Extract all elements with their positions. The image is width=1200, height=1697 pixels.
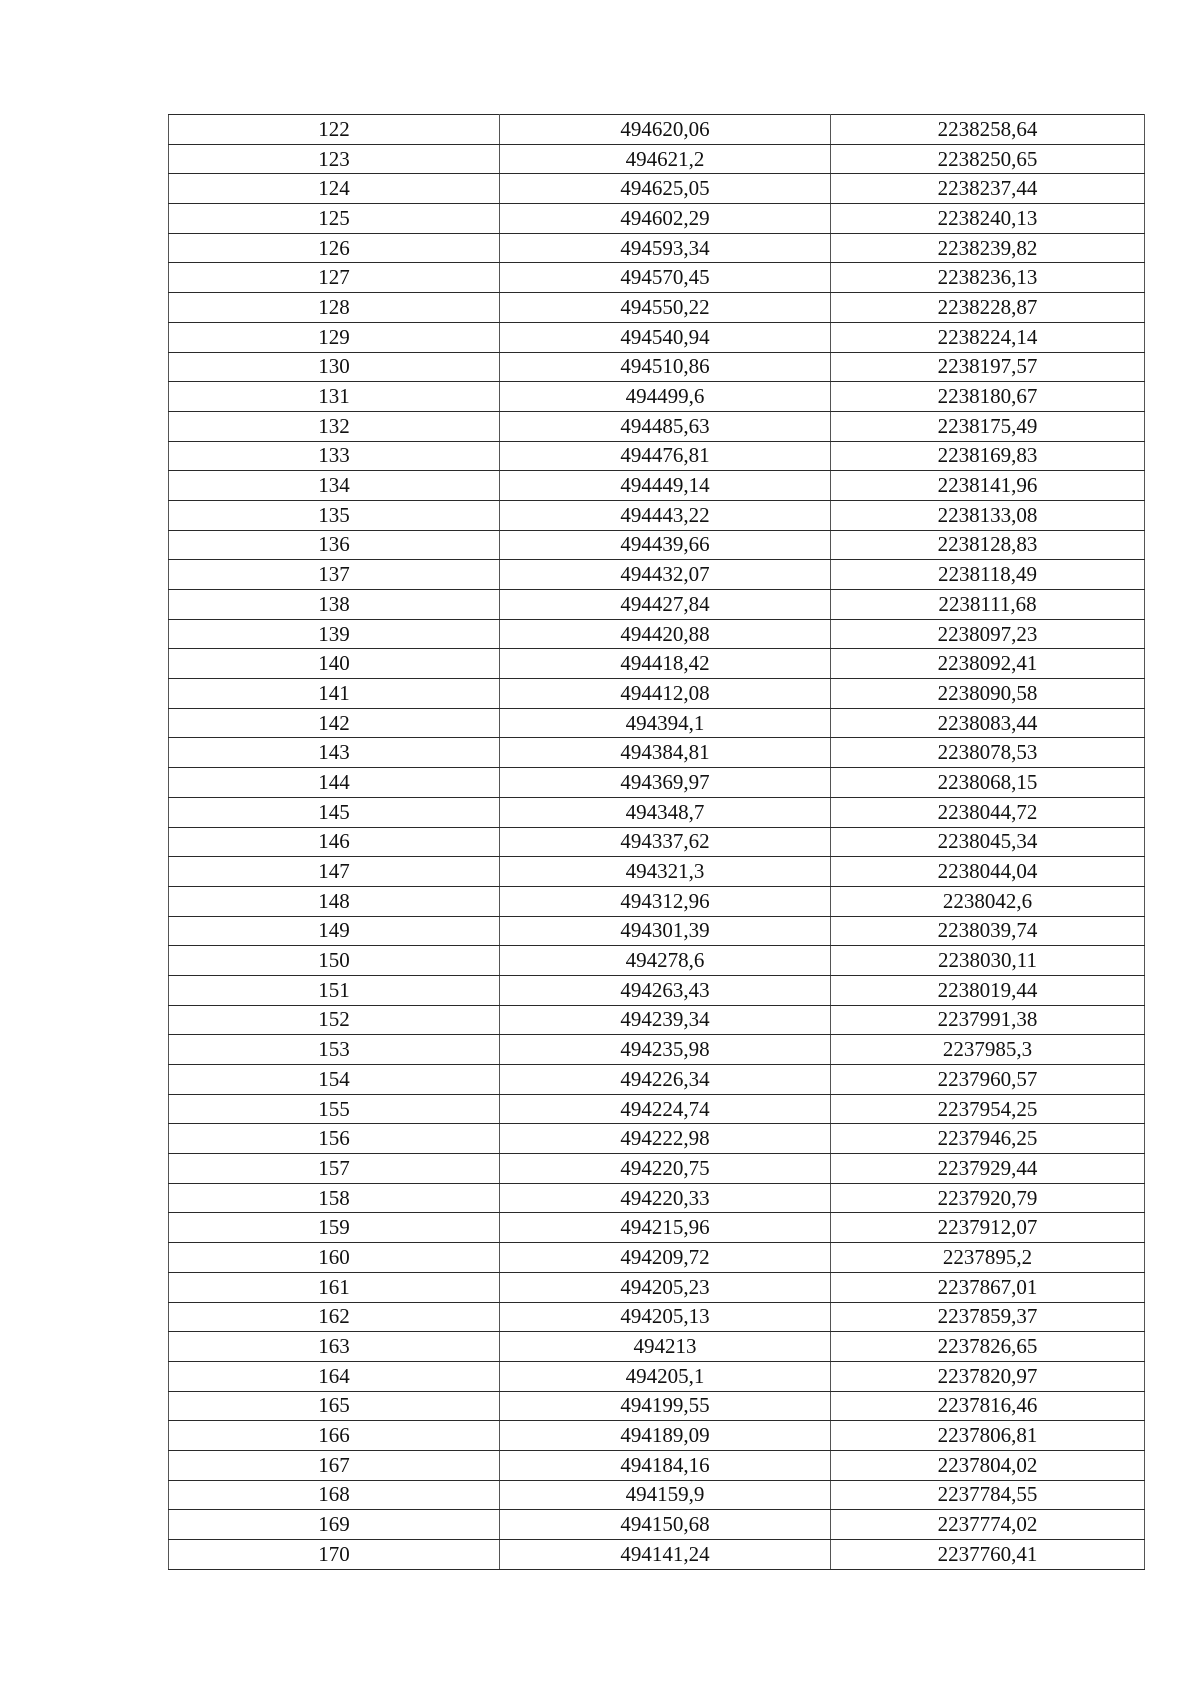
y-coordinate-cell: 2238128,83: [831, 530, 1145, 560]
table-row: [169, 708, 1145, 738]
table-row: [169, 471, 1145, 501]
y-coordinate-cell: 2238236,13: [831, 263, 1145, 293]
x-coordinate-cell: 494239,34: [500, 1005, 831, 1035]
y-coordinate-cell: 2237816,46: [831, 1391, 1145, 1421]
point-number-cell: 157: [169, 1154, 500, 1184]
table-row: [169, 1005, 1145, 1035]
point-number-cell: 161: [169, 1272, 500, 1302]
table-row: [169, 115, 1145, 145]
y-coordinate-cell: 2237826,65: [831, 1332, 1145, 1362]
point-number-cell: 138: [169, 590, 500, 620]
table-row: [169, 827, 1145, 857]
x-coordinate-cell: 494226,34: [500, 1065, 831, 1095]
x-coordinate-cell: 494602,29: [500, 204, 831, 234]
table-row: [169, 1540, 1145, 1570]
point-number-cell: 147: [169, 857, 500, 887]
y-coordinate-cell: 2238078,53: [831, 738, 1145, 768]
x-coordinate-cell: 494184,16: [500, 1450, 831, 1480]
x-coordinate-cell: 494213: [500, 1332, 831, 1362]
table-row: [169, 886, 1145, 916]
x-coordinate-cell: 494189,09: [500, 1421, 831, 1451]
y-coordinate-cell: 2238039,74: [831, 916, 1145, 946]
y-coordinate-cell: 2238240,13: [831, 204, 1145, 234]
point-number-cell: 149: [169, 916, 500, 946]
x-coordinate-cell: 494443,22: [500, 500, 831, 530]
point-number-cell: 152: [169, 1005, 500, 1035]
table-row: [169, 619, 1145, 649]
table-row: [169, 1094, 1145, 1124]
table-row: [169, 1510, 1145, 1540]
y-coordinate-cell: 2238169,83: [831, 441, 1145, 471]
x-coordinate-cell: 494321,3: [500, 857, 831, 887]
x-coordinate-cell: 494384,81: [500, 738, 831, 768]
y-coordinate-cell: 2238133,08: [831, 500, 1145, 530]
table-row: [169, 738, 1145, 768]
y-coordinate-cell: 2238042,6: [831, 886, 1145, 916]
y-coordinate-cell: 2238118,49: [831, 560, 1145, 590]
y-coordinate-cell: 2238224,14: [831, 322, 1145, 352]
x-coordinate-cell: 494485,63: [500, 411, 831, 441]
point-number-cell: 166: [169, 1421, 500, 1451]
point-number-cell: 136: [169, 530, 500, 560]
x-coordinate-cell: 494220,75: [500, 1154, 831, 1184]
y-coordinate-cell: 2238111,68: [831, 590, 1145, 620]
table-row: [169, 263, 1145, 293]
table-row: [169, 857, 1145, 887]
table-row: [169, 1302, 1145, 1332]
table-row: [169, 500, 1145, 530]
x-coordinate-cell: 494369,97: [500, 768, 831, 798]
point-number-cell: 126: [169, 233, 500, 263]
table-row: [169, 1213, 1145, 1243]
y-coordinate-cell: 2237985,3: [831, 1035, 1145, 1065]
point-number-cell: 140: [169, 649, 500, 679]
y-coordinate-cell: 2238239,82: [831, 233, 1145, 263]
table-row: [169, 1065, 1145, 1095]
table-row: [169, 322, 1145, 352]
point-number-cell: 142: [169, 708, 500, 738]
point-number-cell: 124: [169, 174, 500, 204]
y-coordinate-cell: 2237804,02: [831, 1450, 1145, 1480]
table-row: [169, 946, 1145, 976]
point-number-cell: 155: [169, 1094, 500, 1124]
table-row: [169, 1272, 1145, 1302]
table-row: [169, 530, 1145, 560]
point-number-cell: 151: [169, 975, 500, 1005]
x-coordinate-cell: 494141,24: [500, 1540, 831, 1570]
table-row: [169, 1332, 1145, 1362]
y-coordinate-cell: 2238141,96: [831, 471, 1145, 501]
x-coordinate-cell: 494312,96: [500, 886, 831, 916]
point-number-cell: 135: [169, 500, 500, 530]
point-number-cell: 134: [169, 471, 500, 501]
table-row: [169, 204, 1145, 234]
table-row: [169, 1183, 1145, 1213]
table-row: [169, 174, 1145, 204]
x-coordinate-cell: 494593,34: [500, 233, 831, 263]
table-row: [169, 975, 1145, 1005]
point-number-cell: 141: [169, 679, 500, 709]
point-number-cell: 125: [169, 204, 500, 234]
x-coordinate-cell: 494499,6: [500, 382, 831, 412]
x-coordinate-cell: 494235,98: [500, 1035, 831, 1065]
x-coordinate-cell: 494348,7: [500, 797, 831, 827]
y-coordinate-cell: 2238237,44: [831, 174, 1145, 204]
y-coordinate-cell: 2238197,57: [831, 352, 1145, 382]
x-coordinate-cell: 494625,05: [500, 174, 831, 204]
table-row: [169, 1480, 1145, 1510]
point-number-cell: 143: [169, 738, 500, 768]
x-coordinate-cell: 494199,55: [500, 1391, 831, 1421]
point-number-cell: 139: [169, 619, 500, 649]
x-coordinate-cell: 494394,1: [500, 708, 831, 738]
x-coordinate-cell: 494432,07: [500, 560, 831, 590]
y-coordinate-cell: 2237991,38: [831, 1005, 1145, 1035]
point-number-cell: 162: [169, 1302, 500, 1332]
point-number-cell: 165: [169, 1391, 500, 1421]
coordinates-table: [168, 114, 1145, 1570]
table-row: [169, 411, 1145, 441]
x-coordinate-cell: 494621,2: [500, 144, 831, 174]
y-coordinate-cell: 2237760,41: [831, 1540, 1145, 1570]
table-row: [169, 1391, 1145, 1421]
table-row: [169, 144, 1145, 174]
y-coordinate-cell: 2237774,02: [831, 1510, 1145, 1540]
y-coordinate-cell: 2237929,44: [831, 1154, 1145, 1184]
y-coordinate-cell: 2238250,65: [831, 144, 1145, 174]
point-number-cell: 160: [169, 1243, 500, 1273]
table-row: [169, 1361, 1145, 1391]
x-coordinate-cell: 494159,9: [500, 1480, 831, 1510]
point-number-cell: 128: [169, 293, 500, 323]
table-row: [169, 679, 1145, 709]
x-coordinate-cell: 494427,84: [500, 590, 831, 620]
y-coordinate-cell: 2238258,64: [831, 115, 1145, 145]
x-coordinate-cell: 494209,72: [500, 1243, 831, 1273]
x-coordinate-cell: 494263,43: [500, 975, 831, 1005]
point-number-cell: 148: [169, 886, 500, 916]
y-coordinate-cell: 2237895,2: [831, 1243, 1145, 1273]
point-number-cell: 150: [169, 946, 500, 976]
table-row: [169, 649, 1145, 679]
point-number-cell: 145: [169, 797, 500, 827]
y-coordinate-cell: 2238228,87: [831, 293, 1145, 323]
table-row: [169, 560, 1145, 590]
point-number-cell: 132: [169, 411, 500, 441]
table-row: [169, 352, 1145, 382]
table-row: [169, 293, 1145, 323]
y-coordinate-cell: 2238083,44: [831, 708, 1145, 738]
point-number-cell: 167: [169, 1450, 500, 1480]
coordinates-table-body: [169, 115, 1145, 1570]
y-coordinate-cell: 2237912,07: [831, 1213, 1145, 1243]
y-coordinate-cell: 2237867,01: [831, 1272, 1145, 1302]
point-number-cell: 122: [169, 115, 500, 145]
table-row: [169, 1154, 1145, 1184]
x-coordinate-cell: 494412,08: [500, 679, 831, 709]
point-number-cell: 133: [169, 441, 500, 471]
y-coordinate-cell: 2237946,25: [831, 1124, 1145, 1154]
point-number-cell: 168: [169, 1480, 500, 1510]
x-coordinate-cell: 494449,14: [500, 471, 831, 501]
y-coordinate-cell: 2238175,49: [831, 411, 1145, 441]
y-coordinate-cell: 2238019,44: [831, 975, 1145, 1005]
y-coordinate-cell: 2238092,41: [831, 649, 1145, 679]
point-number-cell: 127: [169, 263, 500, 293]
table-row: [169, 233, 1145, 263]
y-coordinate-cell: 2237960,57: [831, 1065, 1145, 1095]
table-row: [169, 768, 1145, 798]
y-coordinate-cell: 2237920,79: [831, 1183, 1145, 1213]
y-coordinate-cell: 2237784,55: [831, 1480, 1145, 1510]
x-coordinate-cell: 494215,96: [500, 1213, 831, 1243]
table-row: [169, 441, 1145, 471]
x-coordinate-cell: 494420,88: [500, 619, 831, 649]
point-number-cell: 137: [169, 560, 500, 590]
x-coordinate-cell: 494550,22: [500, 293, 831, 323]
y-coordinate-cell: 2237820,97: [831, 1361, 1145, 1391]
x-coordinate-cell: 494224,74: [500, 1094, 831, 1124]
x-coordinate-cell: 494540,94: [500, 322, 831, 352]
x-coordinate-cell: 494205,23: [500, 1272, 831, 1302]
table-row: [169, 916, 1145, 946]
table-row: [169, 1035, 1145, 1065]
y-coordinate-cell: 2237954,25: [831, 1094, 1145, 1124]
x-coordinate-cell: 494337,62: [500, 827, 831, 857]
y-coordinate-cell: 2237859,37: [831, 1302, 1145, 1332]
point-number-cell: 169: [169, 1510, 500, 1540]
x-coordinate-cell: 494476,81: [500, 441, 831, 471]
point-number-cell: 170: [169, 1540, 500, 1570]
point-number-cell: 164: [169, 1361, 500, 1391]
point-number-cell: 159: [169, 1213, 500, 1243]
y-coordinate-cell: 2238044,72: [831, 797, 1145, 827]
point-number-cell: 154: [169, 1065, 500, 1095]
y-coordinate-cell: 2237806,81: [831, 1421, 1145, 1451]
table-row: [169, 1124, 1145, 1154]
point-number-cell: 156: [169, 1124, 500, 1154]
x-coordinate-cell: 494220,33: [500, 1183, 831, 1213]
x-coordinate-cell: 494150,68: [500, 1510, 831, 1540]
point-number-cell: 163: [169, 1332, 500, 1362]
x-coordinate-cell: 494620,06: [500, 115, 831, 145]
y-coordinate-cell: 2238030,11: [831, 946, 1145, 976]
point-number-cell: 123: [169, 144, 500, 174]
y-coordinate-cell: 2238045,34: [831, 827, 1145, 857]
x-coordinate-cell: 494205,1: [500, 1361, 831, 1391]
point-number-cell: 144: [169, 768, 500, 798]
y-coordinate-cell: 2238097,23: [831, 619, 1145, 649]
table-row: [169, 382, 1145, 412]
y-coordinate-cell: 2238180,67: [831, 382, 1145, 412]
table-row: [169, 1421, 1145, 1451]
x-coordinate-cell: 494510,86: [500, 352, 831, 382]
point-number-cell: 131: [169, 382, 500, 412]
y-coordinate-cell: 2238068,15: [831, 768, 1145, 798]
x-coordinate-cell: 494570,45: [500, 263, 831, 293]
point-number-cell: 130: [169, 352, 500, 382]
table-row: [169, 1243, 1145, 1273]
x-coordinate-cell: 494278,6: [500, 946, 831, 976]
x-coordinate-cell: 494439,66: [500, 530, 831, 560]
table-row: [169, 590, 1145, 620]
point-number-cell: 158: [169, 1183, 500, 1213]
table-row: [169, 797, 1145, 827]
point-number-cell: 146: [169, 827, 500, 857]
y-coordinate-cell: 2238090,58: [831, 679, 1145, 709]
y-coordinate-cell: 2238044,04: [831, 857, 1145, 887]
x-coordinate-cell: 494205,13: [500, 1302, 831, 1332]
x-coordinate-cell: 494222,98: [500, 1124, 831, 1154]
point-number-cell: 153: [169, 1035, 500, 1065]
x-coordinate-cell: 494418,42: [500, 649, 831, 679]
x-coordinate-cell: 494301,39: [500, 916, 831, 946]
table-row: [169, 1450, 1145, 1480]
point-number-cell: 129: [169, 322, 500, 352]
